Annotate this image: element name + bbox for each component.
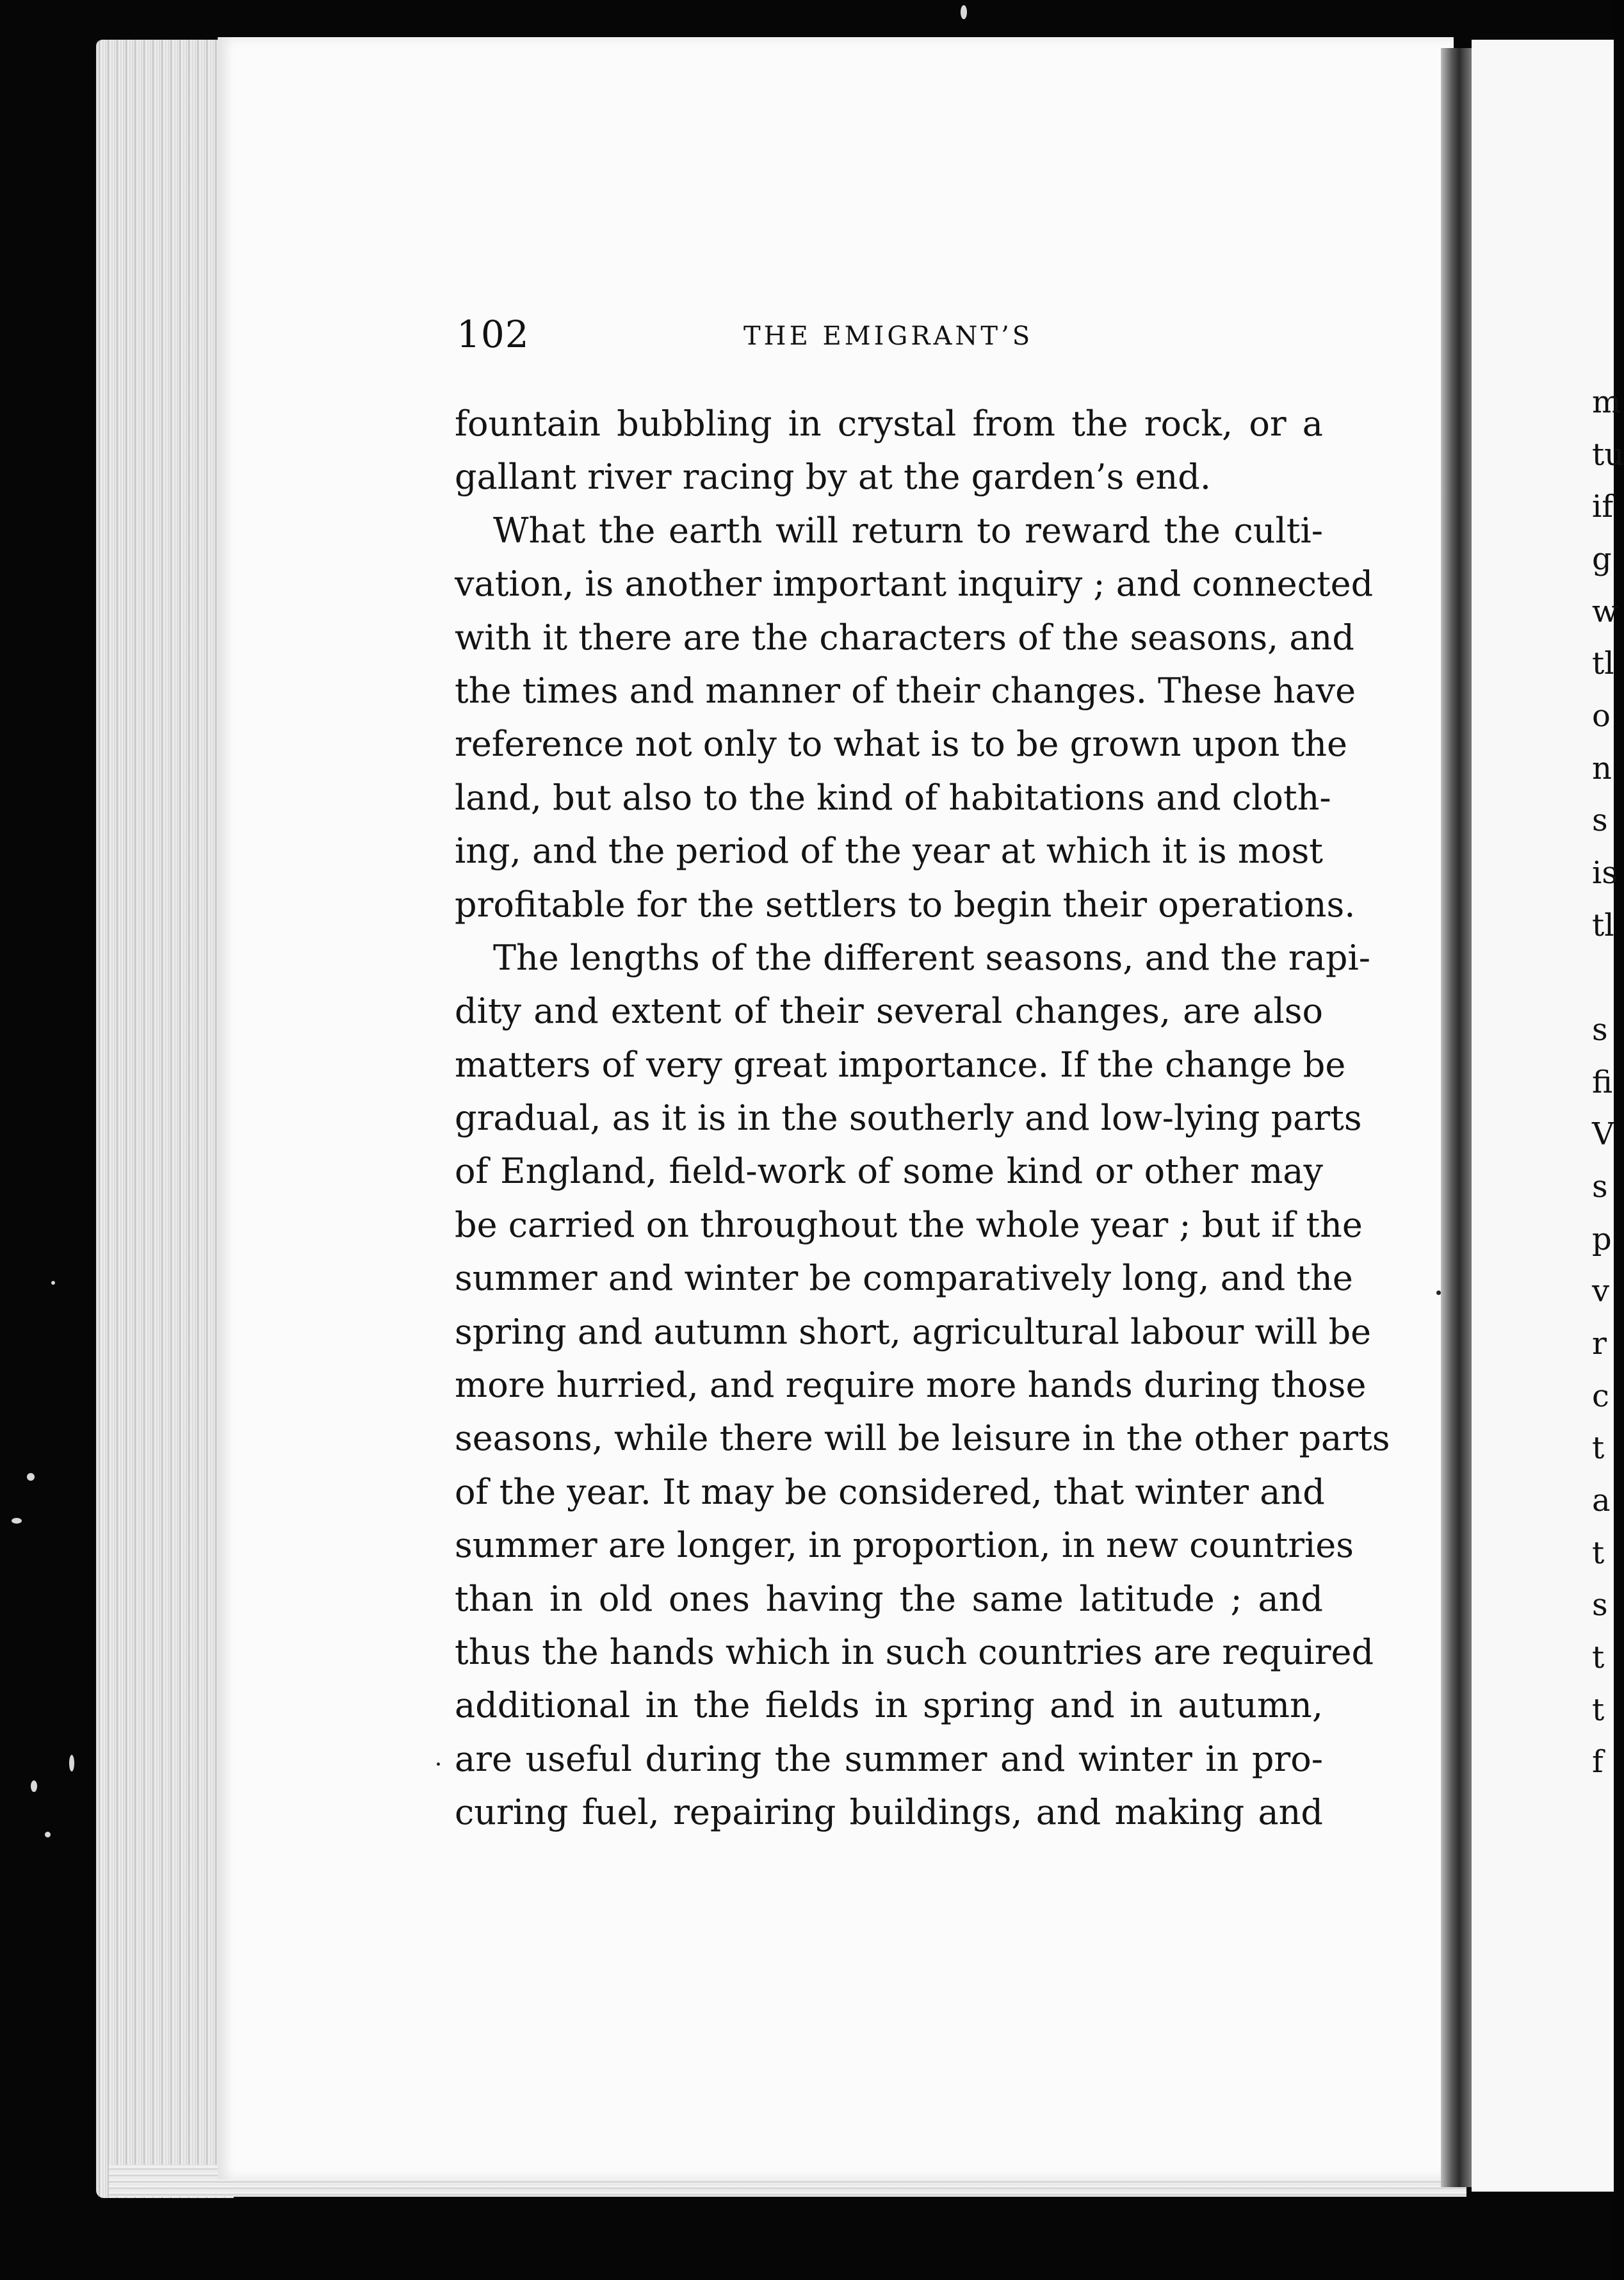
- facing-page-fragment: r: [1592, 1326, 1607, 1362]
- text-line: the times and manner of their changes. These have: [455, 670, 1356, 711]
- facing-page-fragment: fi: [1592, 1064, 1613, 1100]
- facing-page-fragment: s: [1592, 1169, 1608, 1205]
- scanner-speck: [69, 1755, 74, 1771]
- running-head-title: THE EMIGRANT’S: [743, 322, 1034, 351]
- facing-page-fragment: s: [1592, 1587, 1608, 1623]
- facing-page-fragment: t: [1592, 1430, 1605, 1466]
- text-line: be carried on throughout the whole year ; but if the: [455, 1204, 1363, 1245]
- text-line: dity and extent of their several changes, are also: [455, 991, 1323, 1032]
- page-mark: [437, 1763, 440, 1766]
- facing-page-fragment: t: [1592, 1640, 1605, 1675]
- stacked-page-edges: [96, 40, 234, 2198]
- text-line: gallant river racing by at the garden’s end.: [455, 457, 1211, 498]
- text-line: with it there are the characters of the seasons, and: [455, 617, 1354, 658]
- facing-page-fragment: p: [1592, 1221, 1612, 1257]
- facing-page-fragment: m: [1592, 384, 1621, 420]
- text-line: curing fuel, repairing buildings, and making and: [455, 1792, 1323, 1833]
- facing-page-fragment: t: [1592, 1535, 1605, 1571]
- facing-page-fragment: o: [1592, 698, 1611, 734]
- text-line: reference not only to what is to be grown upon the: [455, 724, 1347, 765]
- facing-page-fragment: c: [1592, 1378, 1609, 1414]
- facing-page-fragment: t: [1592, 1692, 1605, 1728]
- text-line: gradual, as it is in the southerly and low-lying parts: [455, 1098, 1362, 1139]
- text-line: summer are longer, in proportion, in new countries: [455, 1525, 1354, 1566]
- scanner-speck: [961, 5, 967, 19]
- body-text: [455, 397, 1390, 1839]
- text-line: spring and autumn short, agricultural labour will be: [455, 1311, 1372, 1352]
- text-line: of the year. It may be considered, that winter and: [455, 1471, 1325, 1512]
- running-head: [457, 313, 1334, 357]
- text-line: The lengths of the different seasons, and the rapi-: [493, 937, 1370, 978]
- facing-page-fragment: s: [1592, 802, 1608, 838]
- text-line: What the earth will return to reward the culti-: [493, 510, 1323, 551]
- facing-page-fragment: a: [1592, 1483, 1611, 1519]
- facing-page-fragment: tl: [1592, 908, 1614, 943]
- facing-page-fragment: f: [1592, 1744, 1604, 1780]
- page-number: 102: [457, 313, 530, 356]
- text-line: more hurried, and require more hands during those: [455, 1365, 1367, 1406]
- text-line: thus the hands which in such countries are required: [455, 1631, 1374, 1672]
- facing-page-fragment: n: [1592, 751, 1612, 786]
- facing-page-fragment: tl: [1592, 646, 1614, 681]
- facing-page-fragment: is: [1592, 855, 1618, 891]
- text-line: than in old ones having the same latitude ; and: [455, 1578, 1323, 1619]
- book-gutter-shadow: [1441, 48, 1472, 2187]
- text-line: are useful during the summer and winter in pro-: [455, 1738, 1323, 1779]
- page-mark: [1436, 1291, 1441, 1295]
- scanner-speck: [27, 1473, 35, 1481]
- scanner-speck: [12, 1518, 22, 1524]
- text-line: ing, and the period of the year at which it is most: [455, 831, 1323, 872]
- scanner-speck: [31, 1780, 37, 1792]
- text-line: of England, field-work of some kind or other may: [455, 1151, 1323, 1192]
- text-line: fountain bubbling in crystal from the rock, or a: [455, 403, 1323, 444]
- facing-page-fragment: v: [1592, 1273, 1610, 1309]
- scanner-speck: [51, 1281, 55, 1285]
- text-line: vation, is another important inquiry ; and connected: [455, 564, 1374, 605]
- facing-page-fragment: V: [1592, 1116, 1614, 1152]
- text-line: seasons, while there will be leisure in the other parts: [455, 1418, 1390, 1459]
- text-line: land, but also to the kind of habitations and cloth-: [455, 777, 1331, 818]
- text-line: additional in the fields in spring and in autumn,: [455, 1685, 1323, 1726]
- facing-page-fragment: tu: [1592, 437, 1624, 473]
- facing-page: [1472, 40, 1614, 2192]
- facing-page-fragment: if: [1592, 489, 1614, 525]
- facing-page-fragment: s: [1592, 1012, 1608, 1048]
- facing-page-fragment: g: [1592, 541, 1612, 577]
- facing-page-fragment: w: [1592, 594, 1619, 630]
- text-line: profitable for the settlers to begin their operations.: [455, 884, 1356, 925]
- scanner-speck: [45, 1832, 51, 1837]
- text-line: matters of very great importance. If the change be: [455, 1044, 1346, 1085]
- text-line: summer and winter be comparatively long, and the: [455, 1258, 1353, 1299]
